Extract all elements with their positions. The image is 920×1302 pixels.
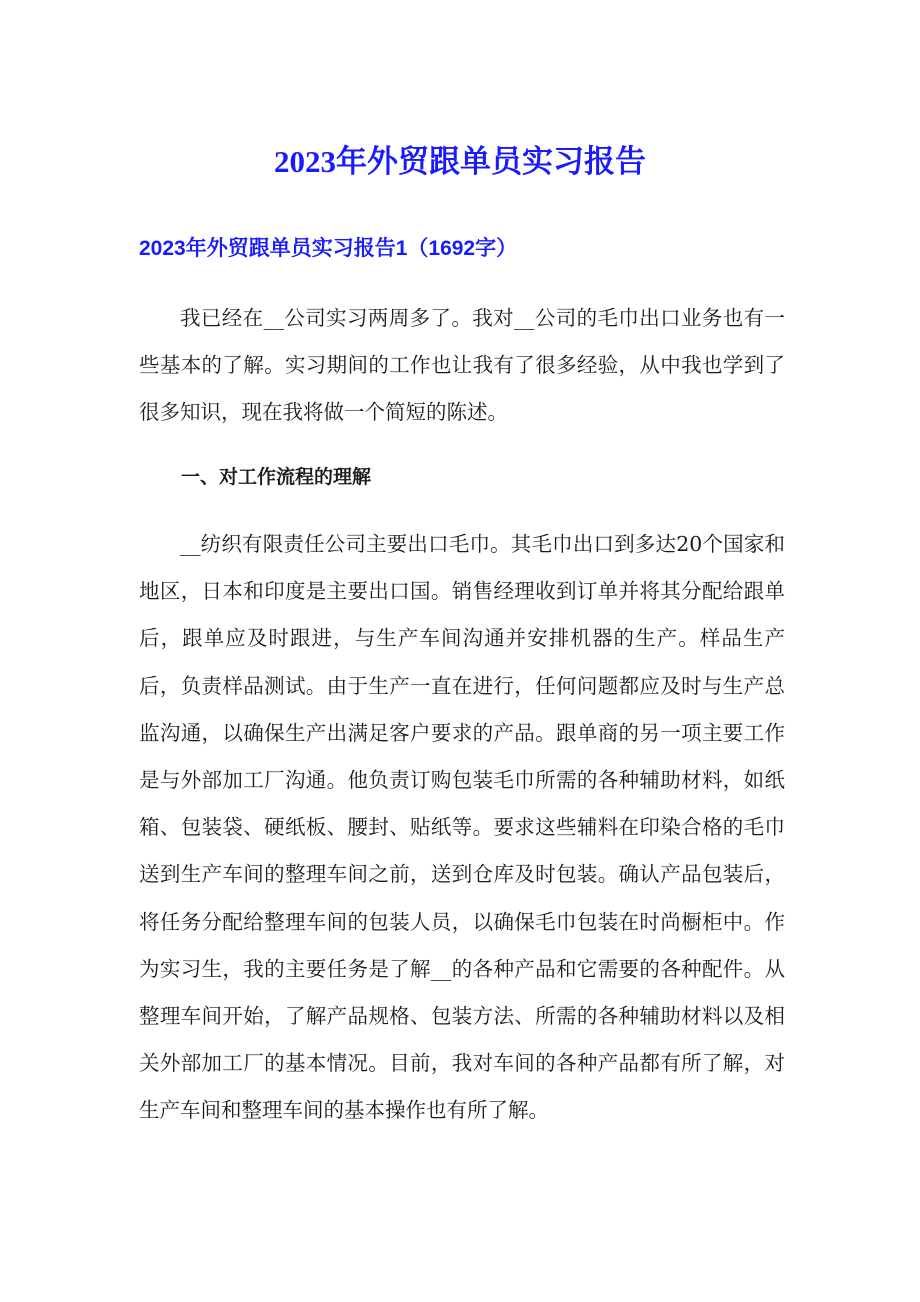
intro-paragraph: 我已经在__公司实习两周多了。我对__公司的毛巾出口业务也有一些基本的了解。实习期间的工作也让我有了很多经验，从中我也学到了很多知识，现在我将做一个简短的陈述。: [139, 306, 785, 425]
workflow-paragraph: __纺织有限责任公司主要出口毛巾。其毛巾出口到多达20个国家和地区，日本和印度是主要出口国。销售经理收到订单并将其分配给跟单后，跟单应及时跟进，与生产车间沟通并安排机器的生产。样品生产后，负责样品测试。由于生产一直在进行，任何问题都应及时与生产总监沟通，以确保生产出满足客户要求的产品。跟单商的另一项主要工作是与外部加工厂沟通。他负责订购包装毛巾所需的各种辅助材料，如纸箱、包装袋、硬纸板、腰封、贴纸等。要求这些辅料在印染合格的毛巾送到生产车间的整理车间之前，送到仓库及时包装。确认产品包装后，将任务分配给整理车间的包装人员，以确保毛巾包装在时尚橱柜中。作为实习生，我的主要任务是了解__的各种产品和它需要的各种配件。从整理车间开始，了解产品规格、包装方法、所需的各种辅助材料以及相关外部加工厂的基本情况。目前，我对车间的各种产品都有所了解，对生产车间和整理车间的基本操作也有所了解。: [139, 532, 785, 1123]
section-heading-workflow: 一、对工作流程的理解: [181, 466, 372, 488]
section-title: 2023年外贸跟单员实习报告1（1692字）: [139, 237, 518, 260]
document-title: 2023年外贸跟单员实习报告: [274, 144, 646, 179]
